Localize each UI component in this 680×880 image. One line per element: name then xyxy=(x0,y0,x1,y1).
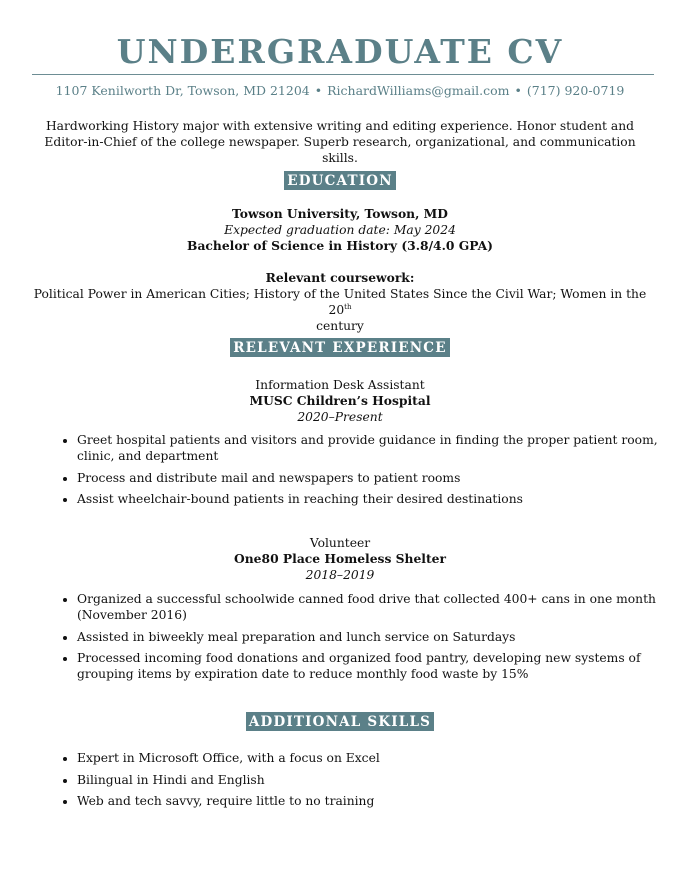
separator-dot: • xyxy=(314,83,323,98)
education-details xyxy=(30,206,650,334)
coursework-label: Relevant coursework: xyxy=(265,270,415,285)
school-name: Towson University, Towson, MD xyxy=(232,206,448,221)
list-item: • Expert in Microsoft Office, with a focus on Excel xyxy=(77,750,680,766)
coursework-sup: th xyxy=(344,302,352,311)
experience-heading: RELEVANT EXPERIENCE xyxy=(230,338,449,357)
phone-text: (717) 920-0719 xyxy=(526,83,625,98)
list-item: • Assisted in biweekly meal preparation and lunch service on Saturdays xyxy=(77,629,680,645)
skills-list xyxy=(50,750,680,815)
job-organization: One80 Place Homeless Shelter xyxy=(234,551,446,566)
coursework-end: century xyxy=(316,319,364,333)
coursework-list xyxy=(30,286,650,334)
degree: Bachelor of Science in History (3.8/4.0 GPA) xyxy=(187,238,493,253)
header-divider xyxy=(32,74,654,75)
list-item: • Organized a successful schoolwide canned food drive that collected 400+ cans in one month (November 2016) xyxy=(77,591,680,623)
list-item: • Process and distribute mail and newspapers to patient rooms xyxy=(77,470,680,486)
job-bullet-list xyxy=(50,432,680,513)
separator-dot: • xyxy=(514,83,522,98)
list-item: • Bilingual in Hindi and English xyxy=(77,772,680,788)
job-title: Volunteer xyxy=(309,536,371,550)
job-header xyxy=(30,535,650,583)
job-bullet-list xyxy=(50,591,680,688)
list-item: • Greet hospital patients and visitors and provide guidance in finding the proper patient room, clinic, and department xyxy=(77,432,680,464)
job-header xyxy=(30,377,650,425)
list-item: • Web and tech savvy, require little to no training xyxy=(77,793,680,809)
education-heading-wrap xyxy=(0,170,680,190)
list-item: • Processed incoming food donations and organized food pantry, developing new systems of grouping items by expiration date to reduce monthly food waste by 15% xyxy=(77,650,680,682)
job-dates: 2018–2019 xyxy=(305,568,375,582)
job-title: Information Desk Assistant xyxy=(255,378,425,392)
address-text: 1107 Kenilworth Dr, Towson, MD 21204 xyxy=(55,83,310,98)
page-title: UNDERGRADUATE CV xyxy=(116,32,564,71)
contact-line xyxy=(0,83,680,99)
email-link[interactable]: RichardWilliams@gmail.com xyxy=(327,83,510,98)
job-dates: 2020–Present xyxy=(297,410,383,424)
list-item: • Assist wheelchair-bound patients in reaching their desired destinations xyxy=(77,491,680,507)
graduation-date: Expected graduation date: May 2024 xyxy=(224,223,456,237)
coursework-text: Political Power in American Cities; History of the United States Since the Civil War; Women in the 20 xyxy=(33,287,647,317)
education-heading: EDUCATION xyxy=(284,171,396,190)
job-organization: MUSC Children’s Hospital xyxy=(249,393,431,408)
experience-heading-wrap xyxy=(0,337,680,357)
skills-heading-wrap xyxy=(0,711,680,731)
skills-heading: ADDITIONAL SKILLS xyxy=(246,712,434,731)
summary-paragraph: Hardworking History major with extensive writing and editing experience. Honor student and Editor-in-Chief of the college newspaper. Superb research, organizational, and communication skills. xyxy=(44,119,636,165)
